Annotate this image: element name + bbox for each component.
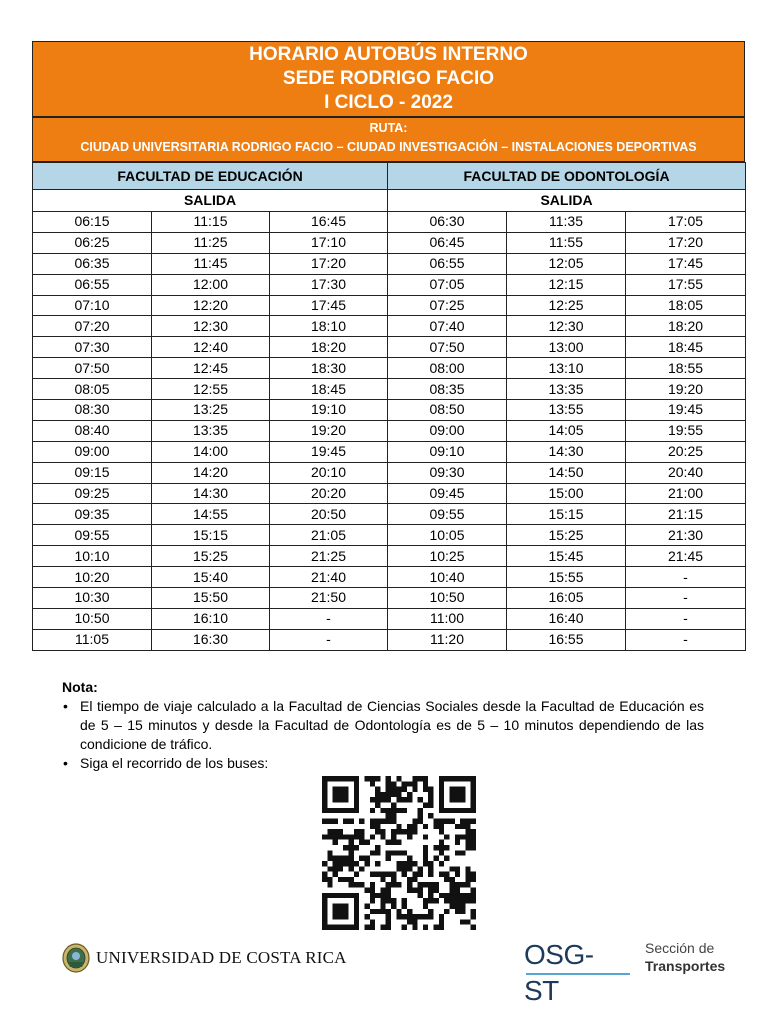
departure-time-educacion: 08:05 xyxy=(33,379,152,400)
departure-time-odontologia: 14:50 xyxy=(507,462,626,483)
departure-time-odontologia: 18:55 xyxy=(626,358,746,379)
title-line-2: SEDE RODRIGO FACIO xyxy=(282,68,495,89)
departure-time-odontologia: 20:25 xyxy=(626,441,746,462)
table-row xyxy=(33,567,746,588)
departure-time-odontologia: 11:55 xyxy=(507,232,626,253)
departure-time-educacion: 12:45 xyxy=(152,358,270,379)
table-row xyxy=(33,504,746,525)
schedule-sheet xyxy=(32,41,745,651)
departure-time-educacion: 10:20 xyxy=(33,567,152,588)
section-line-1: Sección de xyxy=(645,940,715,956)
departure-time-educacion: 12:20 xyxy=(152,295,270,316)
column-header-odontologia: FACULTAD DE ODONTOLOGÍA xyxy=(388,163,746,190)
departure-time-educacion: 10:50 xyxy=(33,608,152,629)
departure-time-educacion: 06:35 xyxy=(33,253,152,274)
departure-time-educacion: 11:05 xyxy=(33,629,152,650)
departure-time-odontologia: 15:15 xyxy=(507,504,626,525)
notes-title: Nota: xyxy=(62,679,98,695)
departure-time-educacion: 07:30 xyxy=(33,337,152,358)
departure-time-odontologia: 09:10 xyxy=(388,441,507,462)
departure-time-odontologia: 18:20 xyxy=(626,316,746,337)
departure-time-odontologia: 11:35 xyxy=(507,212,626,233)
departure-time-educacion: 19:10 xyxy=(270,400,388,421)
departure-time-educacion: 19:45 xyxy=(270,441,388,462)
departure-time-odontologia: 16:55 xyxy=(507,629,626,650)
departure-time-educacion: 16:45 xyxy=(270,212,388,233)
table-row xyxy=(33,253,746,274)
departure-time-educacion: 10:30 xyxy=(33,588,152,609)
departure-time-educacion: 21:25 xyxy=(270,546,388,567)
university-logo xyxy=(62,940,347,976)
departure-time-odontologia: 14:05 xyxy=(507,420,626,441)
table-row xyxy=(33,608,746,629)
departure-time-odontologia: 12:05 xyxy=(507,253,626,274)
departure-time-odontologia: 15:00 xyxy=(507,483,626,504)
departure-time-odontologia: 15:25 xyxy=(507,525,626,546)
departure-time-educacion: 15:25 xyxy=(152,546,270,567)
departure-time-odontologia: - xyxy=(626,588,746,609)
departure-time-educacion: 20:20 xyxy=(270,483,388,504)
departure-time-odontologia: 08:35 xyxy=(388,379,507,400)
departure-time-odontologia: 21:15 xyxy=(626,504,746,525)
departure-time-educacion: 06:55 xyxy=(33,274,152,295)
departure-time-odontologia: 06:55 xyxy=(388,253,507,274)
departure-time-odontologia: 15:45 xyxy=(507,546,626,567)
university-name: UNIVERSIDAD DE COSTA RICA xyxy=(96,948,347,967)
route-label: RUTA: xyxy=(369,121,408,135)
table-row xyxy=(33,546,746,567)
salida-label-odontologia: SALIDA xyxy=(388,190,746,212)
departure-time-odontologia: 10:40 xyxy=(388,567,507,588)
departure-time-educacion: 07:10 xyxy=(33,295,152,316)
departure-time-educacion: 16:10 xyxy=(152,608,270,629)
section-line-2: Transportes xyxy=(645,958,726,974)
departure-time-odontologia: 21:45 xyxy=(626,546,746,567)
table-row xyxy=(33,441,746,462)
departure-time-educacion: 14:30 xyxy=(152,483,270,504)
notes-section xyxy=(62,678,704,773)
table-row xyxy=(33,420,746,441)
qr-code[interactable] xyxy=(322,776,476,930)
departure-time-odontologia: 08:00 xyxy=(388,358,507,379)
departure-time-odontologia: 10:50 xyxy=(388,588,507,609)
departure-time-educacion: 21:50 xyxy=(270,588,388,609)
table-row xyxy=(33,588,746,609)
departure-time-educacion: 17:30 xyxy=(270,274,388,295)
table-row xyxy=(33,295,746,316)
departure-time-odontologia: 15:55 xyxy=(507,567,626,588)
departure-time-educacion: 14:55 xyxy=(152,504,270,525)
schedule-table xyxy=(32,162,746,651)
departure-time-educacion: 21:05 xyxy=(270,525,388,546)
table-row xyxy=(33,358,746,379)
note-item: • Siga el recorrido de los buses: xyxy=(62,754,704,773)
departure-time-odontologia: - xyxy=(626,567,746,588)
brand-underline xyxy=(526,973,630,975)
departure-time-educacion: 06:25 xyxy=(33,232,152,253)
section-name xyxy=(645,939,725,975)
title-line-3: I CICLO - 2022 xyxy=(324,92,453,113)
departure-time-educacion: 06:15 xyxy=(33,212,152,233)
note-item: • El tiempo de viaje calculado a la Facultad de Ciencias Sociales desde la Facultad de Educación es de 5 – 15 minutos y desde la Facultad de Odontología es de 5 – 10 minutos dependiendo de las condicione de tráfico. xyxy=(62,697,704,754)
departure-time-educacion: 09:25 xyxy=(33,483,152,504)
table-row xyxy=(33,462,746,483)
table-row xyxy=(33,379,746,400)
departure-time-educacion: 13:35 xyxy=(152,420,270,441)
qr-code-icon xyxy=(322,776,476,930)
departure-time-educacion: - xyxy=(270,629,388,650)
departure-time-educacion: 12:00 xyxy=(152,274,270,295)
departure-time-odontologia: 13:35 xyxy=(507,379,626,400)
table-row xyxy=(33,212,746,233)
departure-time-educacion: 17:10 xyxy=(270,232,388,253)
departure-time-odontologia: 17:55 xyxy=(626,274,746,295)
departure-time-educacion: 15:15 xyxy=(152,525,270,546)
departure-time-odontologia: 08:50 xyxy=(388,400,507,421)
departure-time-educacion: 19:20 xyxy=(270,420,388,441)
departure-time-odontologia: 16:05 xyxy=(507,588,626,609)
departure-time-odontologia: 21:00 xyxy=(626,483,746,504)
salida-label-educacion: SALIDA xyxy=(33,190,388,212)
departure-time-educacion: 08:30 xyxy=(33,400,152,421)
departure-time-odontologia: 19:55 xyxy=(626,420,746,441)
departure-time-educacion: 14:00 xyxy=(152,441,270,462)
departure-time-odontologia: 16:40 xyxy=(507,608,626,629)
departure-time-educacion: 13:25 xyxy=(152,400,270,421)
departure-time-odontologia: 14:30 xyxy=(507,441,626,462)
departure-time-educacion: 07:50 xyxy=(33,358,152,379)
departure-time-odontologia: 17:20 xyxy=(626,232,746,253)
departure-time-odontologia: 07:05 xyxy=(388,274,507,295)
university-seal-icon xyxy=(62,943,90,973)
departure-time-odontologia: 12:25 xyxy=(507,295,626,316)
departure-time-educacion: 08:40 xyxy=(33,420,152,441)
route-banner xyxy=(32,117,745,162)
departure-time-educacion: 11:25 xyxy=(152,232,270,253)
salida-row xyxy=(33,190,746,212)
departure-time-odontologia: 09:45 xyxy=(388,483,507,504)
table-row xyxy=(33,232,746,253)
table-row xyxy=(33,525,746,546)
departure-time-educacion: 12:55 xyxy=(152,379,270,400)
route-text: CIUDAD UNIVERSITARIA RODRIGO FACIO – CIUDAD INVESTIGACIÓN – INSTALACIONES DEPORTIVAS xyxy=(80,140,697,154)
departure-time-odontologia: 11:20 xyxy=(388,629,507,650)
departure-time-odontologia: - xyxy=(626,608,746,629)
title-banner xyxy=(32,41,745,117)
table-row xyxy=(33,483,746,504)
departure-time-odontologia: 18:45 xyxy=(626,337,746,358)
departure-time-odontologia: 06:30 xyxy=(388,212,507,233)
departure-time-odontologia: 21:30 xyxy=(626,525,746,546)
departure-time-odontologia: 13:00 xyxy=(507,337,626,358)
departure-time-educacion: 15:50 xyxy=(152,588,270,609)
departure-time-odontologia: 12:30 xyxy=(507,316,626,337)
title-line-1: HORARIO AUTOBÚS INTERNO xyxy=(249,44,528,65)
departure-time-educacion: 14:20 xyxy=(152,462,270,483)
departure-time-odontologia: 13:10 xyxy=(507,358,626,379)
departure-time-educacion: 20:50 xyxy=(270,504,388,525)
departure-time-educacion: 09:00 xyxy=(33,441,152,462)
departure-time-odontologia: 07:50 xyxy=(388,337,507,358)
notes-list xyxy=(62,697,704,773)
departure-time-educacion: - xyxy=(270,608,388,629)
departure-time-odontologia: 09:30 xyxy=(388,462,507,483)
departure-time-educacion: 07:20 xyxy=(33,316,152,337)
departure-time-odontologia: 10:05 xyxy=(388,525,507,546)
departure-time-educacion: 16:30 xyxy=(152,629,270,650)
departure-time-educacion: 18:30 xyxy=(270,358,388,379)
departure-time-educacion: 11:15 xyxy=(152,212,270,233)
osg-st-brand: OSG-ST xyxy=(524,939,594,1006)
column-header-row xyxy=(33,163,746,190)
departure-time-educacion: 17:45 xyxy=(270,295,388,316)
departure-time-educacion: 09:35 xyxy=(33,504,152,525)
departure-time-educacion: 09:15 xyxy=(33,462,152,483)
table-row xyxy=(33,400,746,421)
column-header-educacion: FACULTAD DE EDUCACIÓN xyxy=(33,163,388,190)
departure-time-educacion: 17:20 xyxy=(270,253,388,274)
table-row xyxy=(33,629,746,650)
departure-time-educacion: 10:10 xyxy=(33,546,152,567)
departure-time-odontologia: 10:25 xyxy=(388,546,507,567)
departure-time-odontologia: - xyxy=(626,629,746,650)
departure-time-odontologia: 06:45 xyxy=(388,232,507,253)
departure-time-odontologia: 13:55 xyxy=(507,400,626,421)
departure-time-odontologia: 19:45 xyxy=(626,400,746,421)
departure-time-educacion: 21:40 xyxy=(270,567,388,588)
departure-time-educacion: 18:20 xyxy=(270,337,388,358)
table-row xyxy=(33,274,746,295)
departure-time-odontologia: 12:15 xyxy=(507,274,626,295)
departure-time-odontologia: 09:55 xyxy=(388,504,507,525)
table-row xyxy=(33,337,746,358)
departure-time-educacion: 11:45 xyxy=(152,253,270,274)
departure-time-odontologia: 17:05 xyxy=(626,212,746,233)
departure-time-educacion: 20:10 xyxy=(270,462,388,483)
departure-time-odontologia: 18:05 xyxy=(626,295,746,316)
departure-time-odontologia: 09:00 xyxy=(388,420,507,441)
departure-time-educacion: 18:45 xyxy=(270,379,388,400)
departure-time-odontologia: 07:40 xyxy=(388,316,507,337)
departure-time-educacion: 09:55 xyxy=(33,525,152,546)
departure-time-odontologia: 19:20 xyxy=(626,379,746,400)
departure-time-odontologia: 20:40 xyxy=(626,462,746,483)
departure-time-educacion: 15:40 xyxy=(152,567,270,588)
table-row xyxy=(33,316,746,337)
departure-time-educacion: 12:40 xyxy=(152,337,270,358)
departure-time-odontologia: 11:00 xyxy=(388,608,507,629)
departure-time-odontologia: 17:45 xyxy=(626,253,746,274)
departure-time-educacion: 18:10 xyxy=(270,316,388,337)
departure-time-educacion: 12:30 xyxy=(152,316,270,337)
departure-time-odontologia: 07:25 xyxy=(388,295,507,316)
